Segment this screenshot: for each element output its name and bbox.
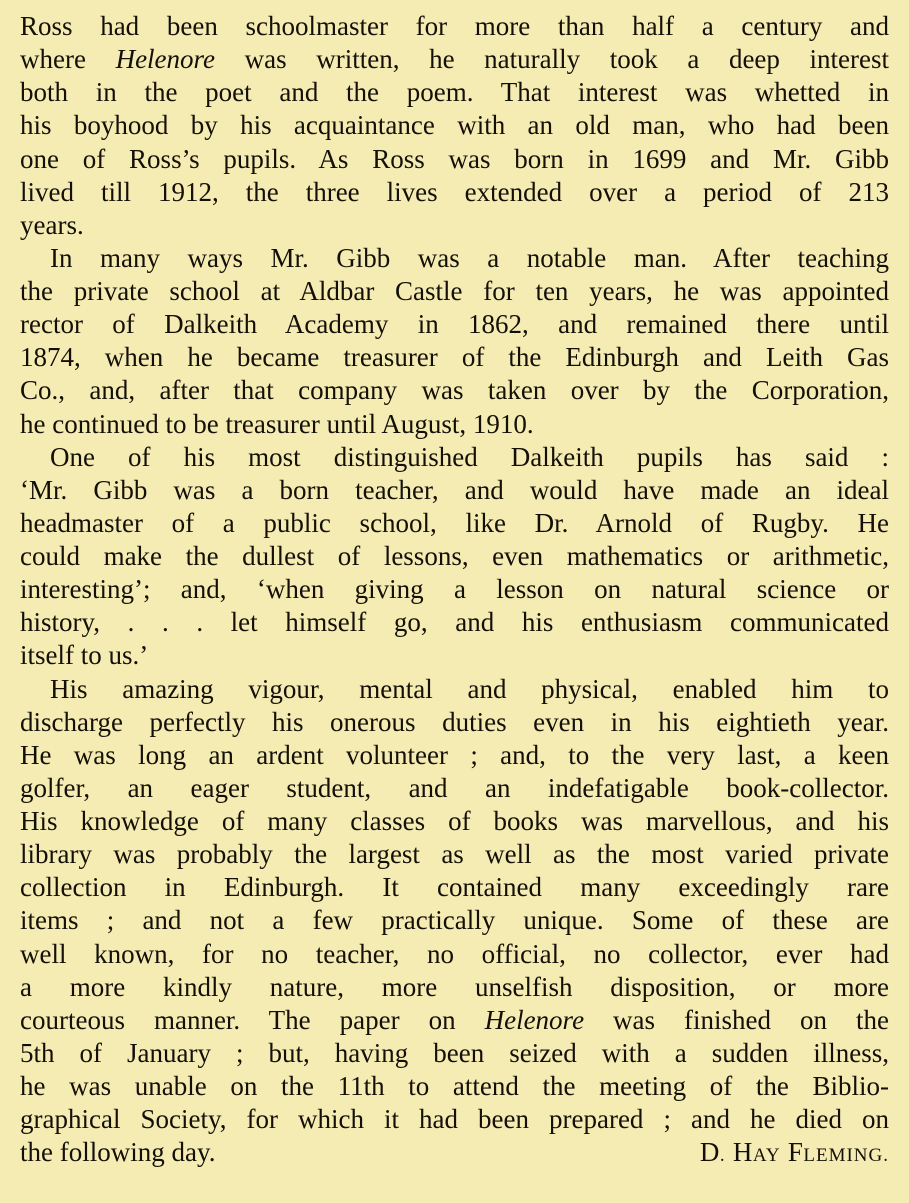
text-line: Ross had been schoolmaster for more than half a century and bbox=[20, 11, 889, 41]
text-line: ‘Mr. Gibb was a born teacher, and would have made an ideal bbox=[20, 474, 889, 505]
text-line: In many ways Mr. Gibb was a notable man. After teaching bbox=[50, 242, 889, 273]
text-line: His knowledge of many classes of books was marvellous, and his bbox=[20, 806, 889, 836]
text-line: lived till 1912, the three lives extended over a period of 213 bbox=[20, 176, 889, 207]
paragraph bbox=[20, 673, 889, 1170]
text-line: history, . . . let himself go, and his enthusiasm communicated bbox=[20, 607, 889, 638]
text-line: he was unable on the 11th to attend the meeting of the Biblio- bbox=[20, 1071, 889, 1101]
text-line: a more kindly nature, more unselfish disposition, or more bbox=[20, 971, 889, 1002]
italic-title: Helenore bbox=[484, 1004, 585, 1035]
text-line: 1874, when he became treasurer of the Edinburgh and Leith Gas bbox=[20, 342, 889, 373]
paragraph bbox=[20, 10, 889, 242]
text-line: Co., and, after that company was taken over by the Corporation, bbox=[20, 375, 889, 406]
text-line: his boyhood by his acquaintance with an old man, who had been bbox=[20, 110, 889, 141]
text-line: he continued to be treasurer until August, 1910. bbox=[20, 408, 534, 439]
text-line: His amazing vigour, mental and physical, enabled him to bbox=[50, 673, 889, 704]
text-line: He was long an ardent volunteer ; and, to the very last, a keen bbox=[20, 739, 889, 770]
text-line: items ; and not a few practically unique. Some of these are bbox=[20, 905, 889, 936]
closing-line bbox=[20, 1136, 889, 1169]
paragraph bbox=[20, 242, 889, 441]
paragraph bbox=[20, 441, 889, 673]
text-line: 5th of January ; but, having been seized with a sudden illness, bbox=[20, 1037, 889, 1068]
text-line: where Helenore was written, he naturally took a deep interest bbox=[20, 44, 889, 75]
text-line: one of Ross’s pupils. As Ross was born in 1699 and Mr. Gibb bbox=[20, 143, 889, 174]
author-signature: D. HAY FLEMING. bbox=[699, 1137, 889, 1168]
closing-text: the following day. bbox=[20, 1137, 216, 1168]
text-line: golfer, an eager student, and an indefatigable book-collector. bbox=[20, 772, 889, 803]
text-line: headmaster of a public school, like Dr. Arnold of Rugby. He bbox=[20, 507, 889, 538]
text-line: One of his most distinguished Dalkeith pupils has said : bbox=[50, 441, 889, 472]
text-line: years. bbox=[20, 209, 84, 240]
text-line: courteous manner. The paper on Helenore was finished on the bbox=[20, 1004, 889, 1035]
text-line: the private school at Aldbar Castle for ten years, he was appointed bbox=[20, 276, 889, 306]
text-line: discharge perfectly his onerous duties even in his eightieth year. bbox=[20, 706, 889, 737]
text-line: could make the dullest of lessons, even mathematics or arithmetic, bbox=[20, 541, 889, 571]
text-line: collection in Edinburgh. It contained many exceedingly rare bbox=[20, 872, 889, 903]
italic-title: Helenore bbox=[115, 44, 216, 75]
text-line: rector of Dalkeith Academy in 1862, and remained there until bbox=[20, 309, 889, 340]
text-line: graphical Society, for which it had been prepared ; and he died on bbox=[20, 1104, 889, 1135]
text-line: itself to us.’ bbox=[20, 640, 149, 671]
text-line: interesting’; and, ‘when giving a lesson on natural science or bbox=[20, 574, 889, 605]
text-line: library was probably the largest as well as the most varied private bbox=[20, 839, 889, 870]
text-line: both in the poet and the poem. That interest was whetted in bbox=[20, 77, 889, 108]
text-line: well known, for no teacher, no official, no collector, ever had bbox=[20, 938, 889, 969]
